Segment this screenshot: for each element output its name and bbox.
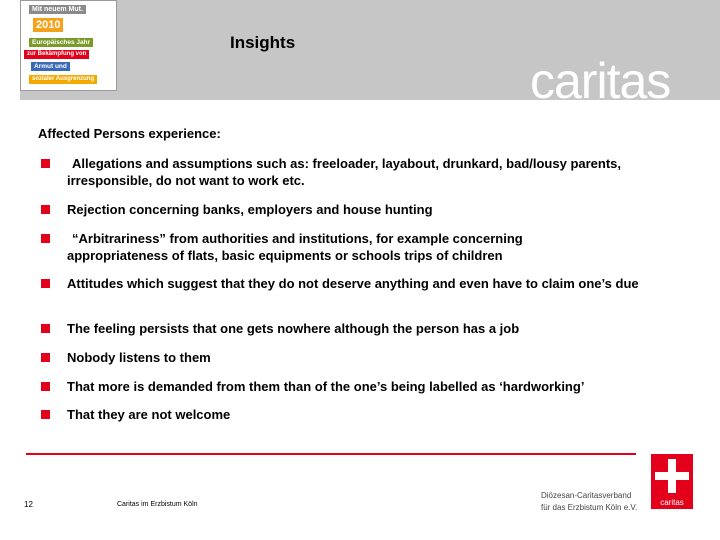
bullet-square-icon (41, 353, 50, 362)
bullet-square-icon (41, 279, 50, 288)
bullet-square-icon (41, 234, 50, 243)
list-item-text: Attitudes which suggest that they do not deserve anything and even have to claim one’s due (67, 276, 639, 291)
list-item-text: Rejection concerning banks, employers and house hunting (67, 202, 433, 217)
slide-title: Insights (230, 33, 296, 52)
logo-line-6: sozialer Ausgrenzung (29, 75, 97, 84)
logo-line-4: zur Bekämpfung von (24, 50, 89, 59)
campaign-logo (20, 0, 117, 91)
cross-logo-text: caritas (660, 498, 684, 507)
bullet-square-icon (41, 205, 50, 214)
logo-line-1: Mit neuem Mut. (29, 5, 86, 14)
page-number: 12 (24, 500, 33, 509)
list-item-text: The feeling persists that one gets nowhere although the person has a job (67, 321, 520, 336)
list-item-text: Nobody listens to them (67, 350, 211, 365)
bullet-square-icon (41, 159, 50, 168)
association-line-2: für das Erzbistum Köln e.V. (541, 503, 638, 512)
association-line-1: Diözesan-Caritasverband (541, 491, 632, 500)
bullet-square-icon (41, 382, 50, 391)
bullet-square-icon (41, 410, 50, 419)
caritas-wordmark: caritas (530, 53, 671, 109)
list-item-text: “Arbitrariness” from authorities and institutions, for example concerning appropriateness of flats, basic equipments or schools trips of children (67, 231, 523, 263)
logo-line-5: Armut und (31, 62, 70, 71)
logo-line-2: 2010 (33, 18, 63, 32)
list-item-text: Allegations and assumptions such as: freeloader, layabout, drunkard, bad/lousy parents, irresponsible, do not want to work etc. (67, 156, 622, 188)
list-item-text: That they are not welcome (67, 407, 231, 422)
caritas-cross-logo-icon (651, 454, 693, 509)
bullet-square-icon (41, 324, 50, 333)
footer-organization: Caritas im Erzbistum Köln (117, 501, 198, 508)
list-item-text: That more is demanded from them than of the one’s being labelled as ‘hardworking’ (67, 379, 585, 394)
logo-line-3: Europäisches Jahr (29, 38, 93, 47)
footer-divider (26, 453, 636, 455)
intro-heading: Affected Persons experience: (38, 126, 221, 141)
association-name (541, 490, 637, 514)
